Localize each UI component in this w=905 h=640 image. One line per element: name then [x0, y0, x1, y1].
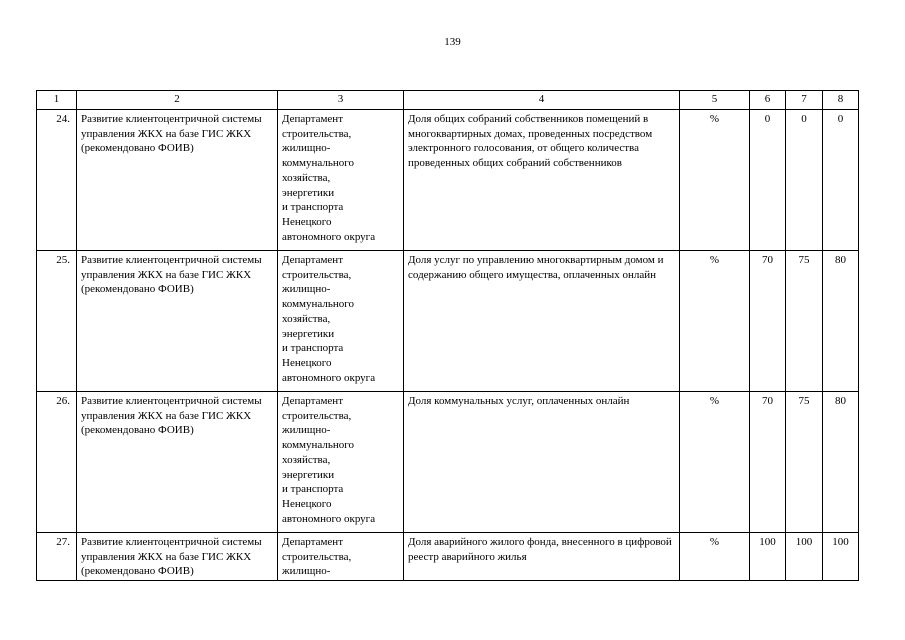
project-name: Развитие клиентоцентричной системы управления ЖКХ на базе ГИС ЖКХ (рекомендовано ФОИВ) — [77, 533, 278, 581]
department-name — [278, 110, 404, 251]
value-col-8: 100 — [823, 533, 859, 581]
table-body — [37, 91, 859, 581]
department-line: коммунального — [282, 157, 354, 170]
value-col-7: 75 — [786, 392, 823, 533]
column-number: 3 — [278, 91, 404, 110]
value-col-7: 75 — [786, 251, 823, 392]
indicator-name: Доля общих собраний собственников помещений в многоквартирных домах, проведенных посредством электронного голосования, от общего количества проведенных общих собраний собственников — [404, 110, 680, 251]
indicator-name: Доля коммунальных услуг, оплаченных онлайн — [404, 392, 680, 533]
column-number: 7 — [786, 91, 823, 110]
row-number: 25. — [37, 251, 77, 392]
department-line: энергетики — [282, 468, 335, 481]
value-col-8: 0 — [823, 110, 859, 251]
value-col-6: 0 — [750, 110, 786, 251]
page-number: 139 — [444, 36, 461, 48]
column-number: 2 — [77, 91, 278, 110]
department-line: Ненецкого — [282, 356, 332, 369]
department-line: и транспорта — [282, 201, 344, 214]
department-name — [278, 251, 404, 392]
table-row — [37, 110, 859, 251]
department-line: автономного округа — [282, 371, 376, 384]
department-line: Департамент — [282, 254, 344, 266]
department-line: хозяйства, — [282, 312, 331, 325]
value-col-6: 70 — [750, 251, 786, 392]
department-line: и транспорта — [282, 483, 344, 496]
value-col-7: 0 — [786, 110, 823, 251]
department-line: Департамент — [282, 395, 344, 407]
value-col-6: 100 — [750, 533, 786, 581]
department-line: коммунального — [282, 298, 354, 311]
department-line: строительства, — [282, 127, 352, 140]
department-line: энергетики — [282, 186, 335, 199]
value-col-7: 100 — [786, 533, 823, 581]
column-number: 6 — [750, 91, 786, 110]
department-line: автономного округа — [282, 512, 376, 525]
column-number-row — [37, 91, 859, 110]
unit: % — [680, 251, 750, 392]
department-line: Департамент — [282, 536, 344, 548]
department-line: жилищно- — [282, 283, 331, 296]
row-number: 24. — [37, 110, 77, 251]
project-name: Развитие клиентоцентричной системы управления ЖКХ на базе ГИС ЖКХ (рекомендовано ФОИВ) — [77, 110, 278, 251]
indicator-name: Доля услуг по управлению многоквартирным домом и содержанию общего имущества, оплаченных онлайн — [404, 251, 680, 392]
table-row — [37, 392, 859, 533]
indicators-table — [36, 90, 859, 581]
table-row — [37, 251, 859, 392]
row-number: 27. — [37, 533, 77, 581]
department-line: жилищно- — [282, 142, 331, 155]
unit: % — [680, 392, 750, 533]
project-name: Развитие клиентоцентричной системы управления ЖКХ на базе ГИС ЖКХ (рекомендовано ФОИВ) — [77, 392, 278, 533]
column-number: 8 — [823, 91, 859, 110]
department-line: жилищно- — [282, 424, 331, 437]
department-line: строительства, — [282, 409, 352, 422]
department-line: строительства, — [282, 268, 352, 281]
value-col-8: 80 — [823, 392, 859, 533]
department-line: энергетики — [282, 327, 335, 340]
department-line: Ненецкого — [282, 215, 332, 228]
column-number: 5 — [680, 91, 750, 110]
department-line: автономного округа — [282, 230, 376, 243]
value-col-6: 70 — [750, 392, 786, 533]
column-number: 1 — [37, 91, 77, 110]
indicator-name: Доля аварийного жилого фонда, внесенного в цифровой реестр аварийного жилья — [404, 533, 680, 581]
project-name: Развитие клиентоцентричной системы управления ЖКХ на базе ГИС ЖКХ (рекомендовано ФОИВ) — [77, 251, 278, 392]
department-line: Департамент — [282, 113, 344, 125]
department-line: коммунального — [282, 439, 354, 452]
department-name — [278, 533, 404, 581]
department-name — [278, 392, 404, 533]
column-number: 4 — [404, 91, 680, 110]
department-line: и транспорта — [282, 342, 344, 355]
unit: % — [680, 110, 750, 251]
department-line: хозяйства, — [282, 171, 331, 184]
department-line: жилищно- — [282, 565, 331, 578]
department-line: строительства, — [282, 550, 352, 563]
department-line: хозяйства, — [282, 453, 331, 466]
department-line: Ненецкого — [282, 497, 332, 510]
row-number: 26. — [37, 392, 77, 533]
table-row — [37, 533, 859, 581]
value-col-8: 80 — [823, 251, 859, 392]
unit: % — [680, 533, 750, 581]
